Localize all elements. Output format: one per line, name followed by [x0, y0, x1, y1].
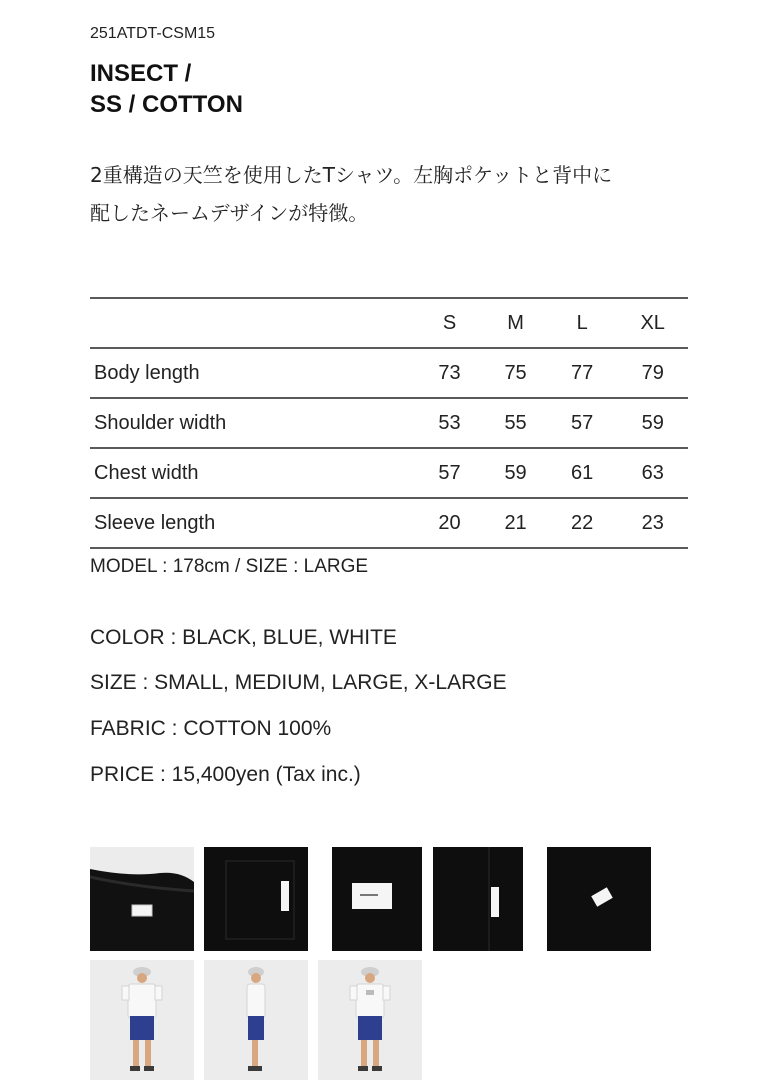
cell-value: 73	[415, 348, 485, 398]
cell-value: 23	[617, 498, 688, 548]
cell-value: 55	[484, 398, 547, 448]
product-sku: 251ATDT-CSM15	[90, 25, 216, 42]
cell-value: 53	[415, 398, 485, 448]
gallery-thumb-side-tag[interactable]	[433, 847, 523, 951]
spec-fabric: FABRIC : COTTON 100%	[90, 717, 332, 740]
model-side-image	[204, 960, 308, 1080]
cell-value: 79	[617, 348, 688, 398]
size-header-l: L	[547, 298, 618, 348]
cell-value: 63	[617, 448, 688, 498]
product-description	[90, 156, 700, 232]
row-label: Sleeve length	[90, 498, 415, 548]
cell-value: 61	[547, 448, 618, 498]
model-info: MODEL : 178cm / SIZE : LARGE	[90, 556, 369, 577]
model-back-image	[318, 960, 422, 1080]
title-line-2: SS / COTTON	[90, 91, 243, 118]
tee-pocket-image	[204, 847, 308, 951]
spec-size: SIZE : SMALL, MEDIUM, LARGE, X-LARGE	[90, 671, 507, 694]
table-row	[90, 398, 688, 448]
cell-value: 59	[617, 398, 688, 448]
tee-back-tag-image	[547, 847, 651, 951]
product-title	[90, 58, 243, 120]
cell-value: 57	[415, 448, 485, 498]
table-row	[90, 348, 688, 398]
description-line-2: 配したネームデザインが特徴。	[90, 201, 369, 225]
size-header-blank	[90, 298, 415, 348]
size-header-row	[90, 298, 688, 348]
gallery-thumb-model-front[interactable]	[90, 960, 194, 1080]
cell-value: 57	[547, 398, 618, 448]
model-front-image	[90, 960, 194, 1080]
tee-neck-image	[90, 847, 194, 951]
size-header-s: S	[415, 298, 485, 348]
size-chart-table	[90, 297, 688, 549]
cell-value: 21	[484, 498, 547, 548]
cell-value: 59	[484, 448, 547, 498]
spec-price: PRICE : 15,400yen (Tax inc.)	[90, 763, 361, 786]
row-label: Body length	[90, 348, 415, 398]
gallery-thumb-back-tag[interactable]	[547, 847, 651, 951]
gallery-thumb-pocket[interactable]	[204, 847, 308, 951]
size-header-xl: XL	[617, 298, 688, 348]
tee-side-tag-image	[433, 847, 523, 951]
table-row	[90, 448, 688, 498]
row-label: Shoulder width	[90, 398, 415, 448]
tee-name-tag-image	[332, 847, 422, 951]
title-line-1: INSECT /	[90, 60, 192, 87]
spec-color: COLOR : BLACK, BLUE, WHITE	[90, 626, 397, 649]
row-label: Chest width	[90, 448, 415, 498]
gallery-thumb-neck-label[interactable]	[90, 847, 194, 951]
cell-value: 22	[547, 498, 618, 548]
table-row	[90, 498, 688, 548]
description-line-1: 2重構造の天竺を使用したTシャツ。左胸ポケットと背中に	[90, 163, 613, 187]
cell-value: 77	[547, 348, 618, 398]
gallery-thumb-model-side[interactable]	[204, 960, 308, 1080]
gallery-thumb-model-back[interactable]	[318, 960, 422, 1080]
cell-value: 20	[415, 498, 485, 548]
gallery-thumb-name-tag[interactable]	[332, 847, 422, 951]
size-header-m: M	[484, 298, 547, 348]
cell-value: 75	[484, 348, 547, 398]
